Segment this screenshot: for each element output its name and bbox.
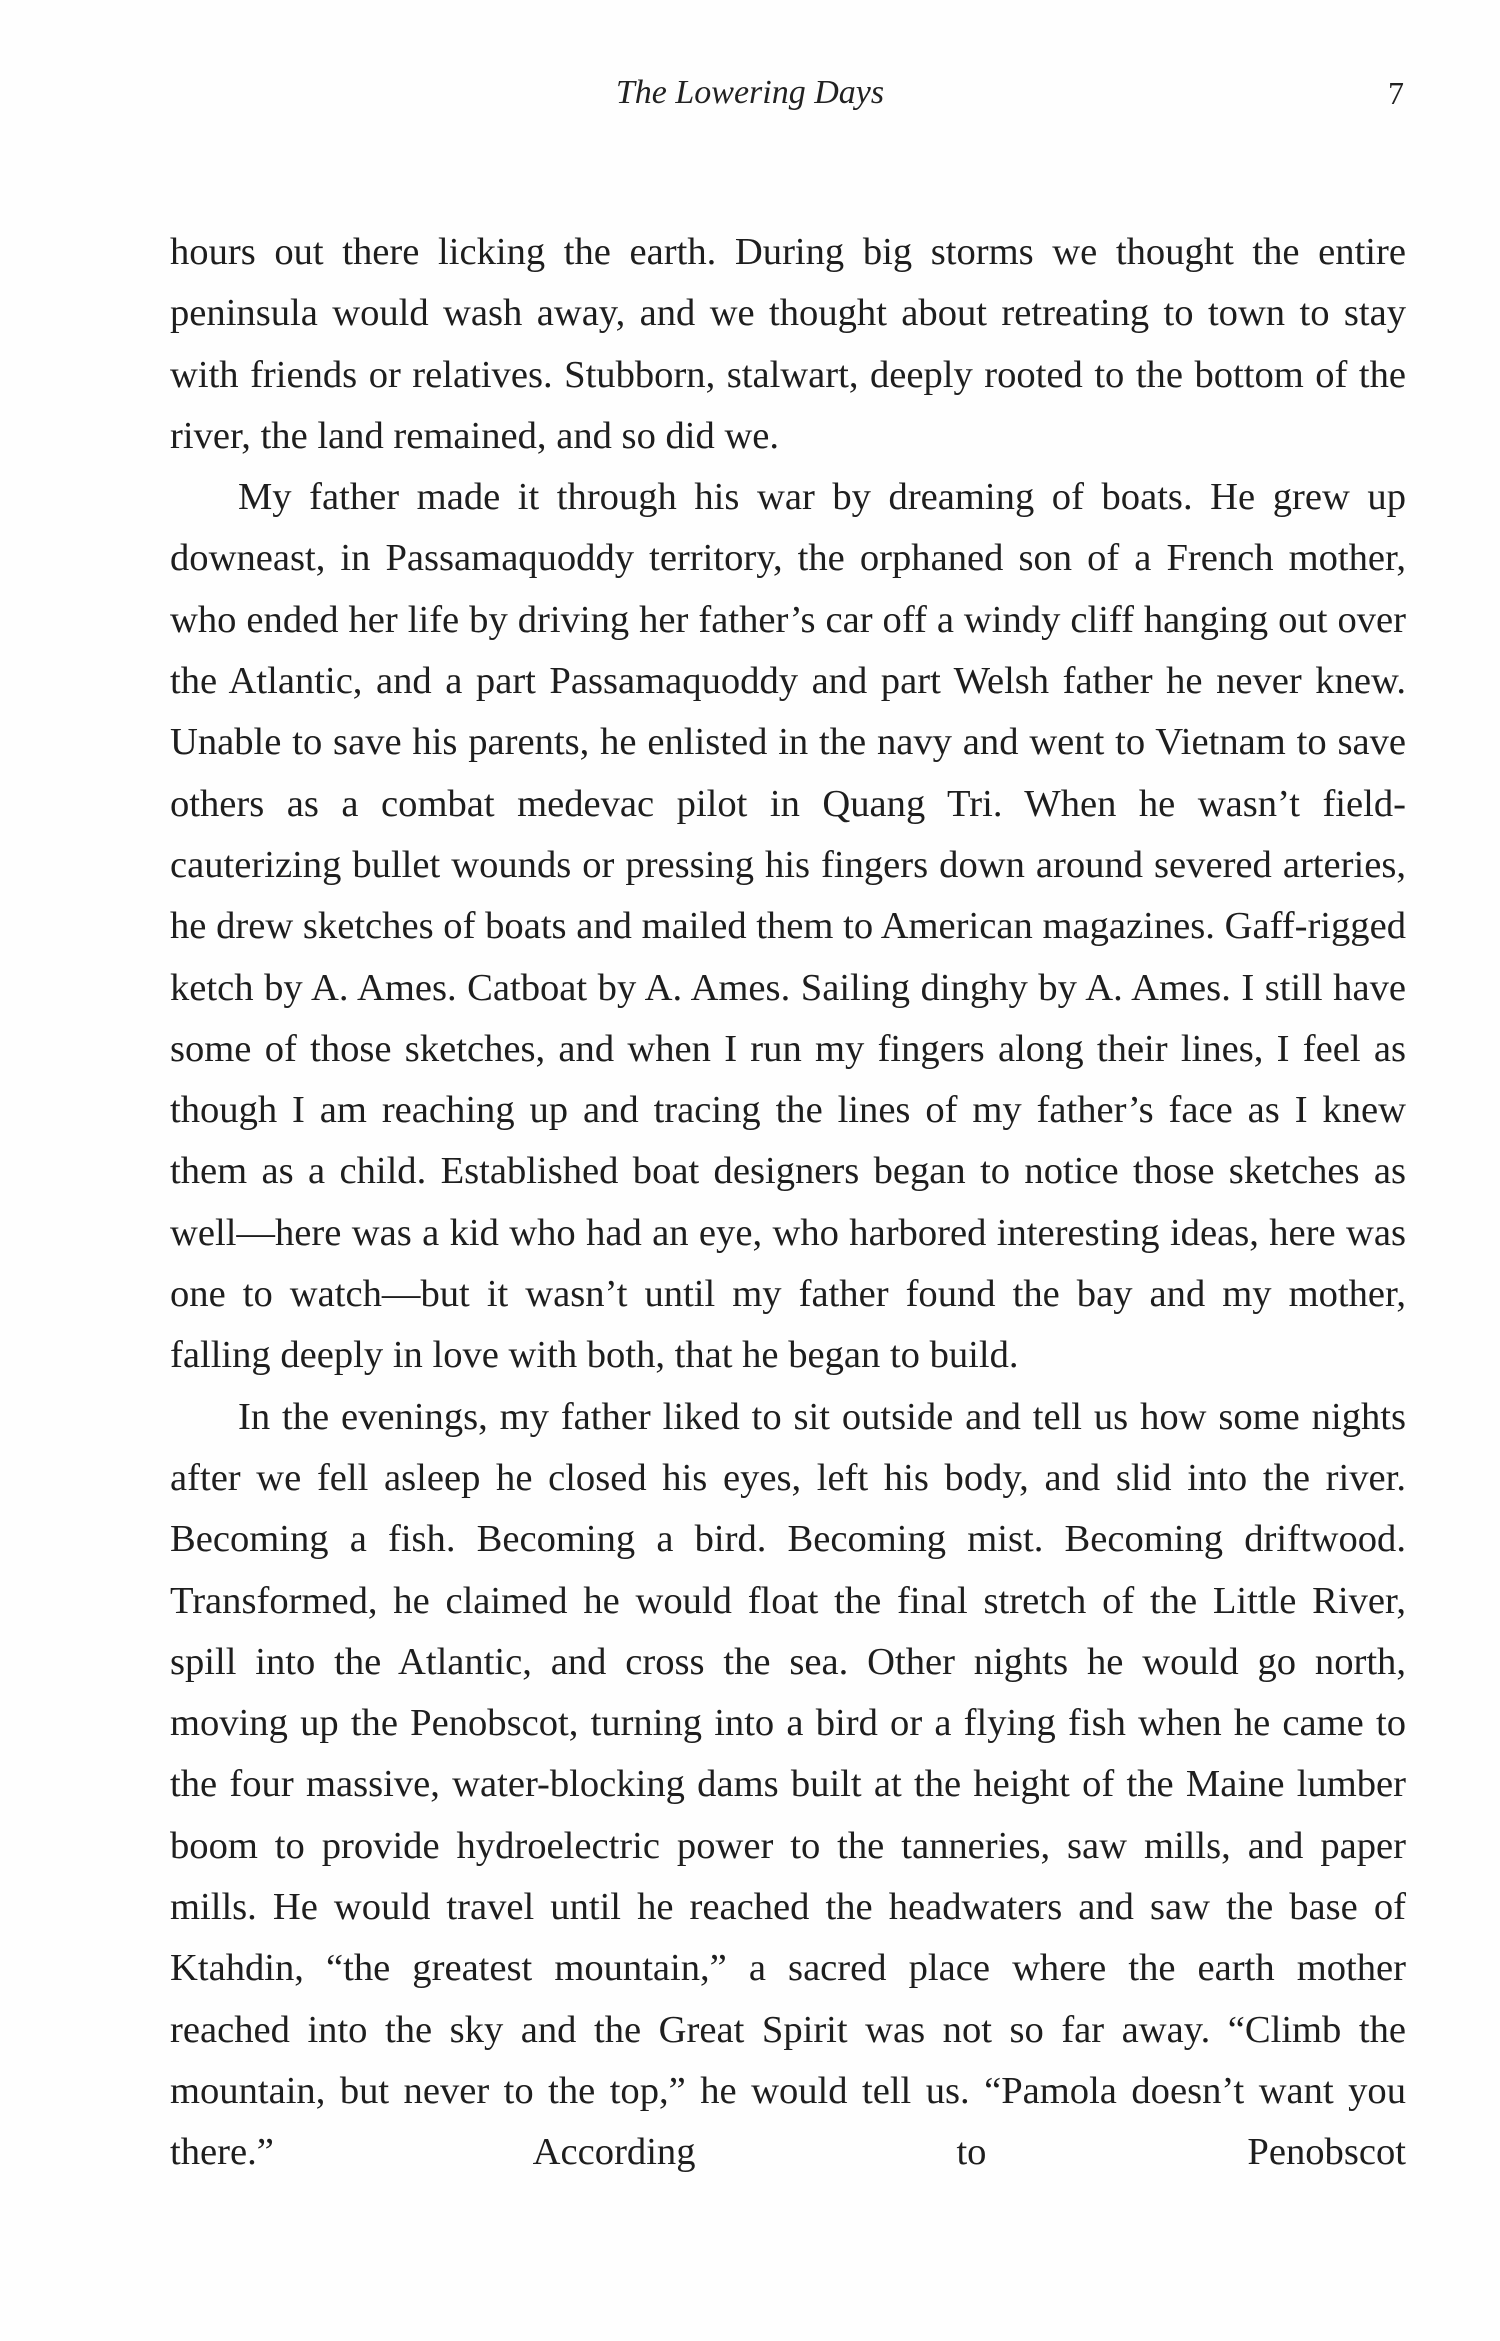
body-text [170, 222, 1406, 2184]
paragraph-continued: hours out there licking the earth. During big storms we thought the entire peninsula would wash away, and we thought about retreating to town to stay with friends or relatives. Stubborn, stalwart, deeply rooted to the bottom of the river, the land remained, and so did we. [170, 231, 1406, 457]
book-title: The Lowering Days [615, 74, 885, 111]
paragraph-evenings: In the evenings, my father liked to sit outside and tell us how some nights after we fell asleep he closed his eyes, left his body, and slid into the river. Becoming a fish. Becoming a bird. Becoming mist. Becoming driftwood. Transformed, he claimed he would float the final stretch of the Little River, spill into the Atlantic, and cross the sea. Other nights he would go north, moving up the Penobscot, turning into a bird or a flying fish when he came to the four massive, water-blocking dams built at the height of the Maine lumber boom to provide hydroelectric power to the tanneries, saw mills, and paper mills. He would travel until he reached the headwaters and saw the base of Ktahdin, “the greatest mountain,” a sacred place where the earth mother reached into the sky and the Great Spirit was not so far away. “Climb the mountain, but never to the top,” he would tell us. “Pamola doesn’t want you there.” According to Penobscot [170, 1395, 1406, 2174]
paragraph-father-boats: My father made it through his war by dreaming of boats. He grew up downeast, in Passamaquoddy territory, the orphaned son of a French mother, who ended her life by driving her father’s car off a windy cliff hanging out over the Atlantic, and a part Passamaquoddy and part Welsh father he never knew. Unable to save his parents, he enlisted in the navy and went to Vietnam to save others as a combat medevac pilot in Quang Tri. When he wasn’t field-cauterizing bullet wounds or pressing his fingers down around severed arteries, he drew sketches of boats and mailed them to American magazines. Gaff-rigged ketch by A. Ames. Catboat by A. Ames. Sailing dinghy by A. Ames. I still have some of those sketches, and when I run my fingers along their lines, I feel as though I am reaching up and tracing the lines of my father’s face as I knew them as a child. Established boat designers began to notice those sketches as well—here was a kid who had an eye, who harbored interesting ideas, here was one to watch—but it wasn’t until my father found the bay and my mother, falling deeply in love with both, that he began to build. [170, 476, 1406, 1377]
page-number: 7 [1388, 75, 1404, 111]
running-head [0, 68, 1500, 118]
